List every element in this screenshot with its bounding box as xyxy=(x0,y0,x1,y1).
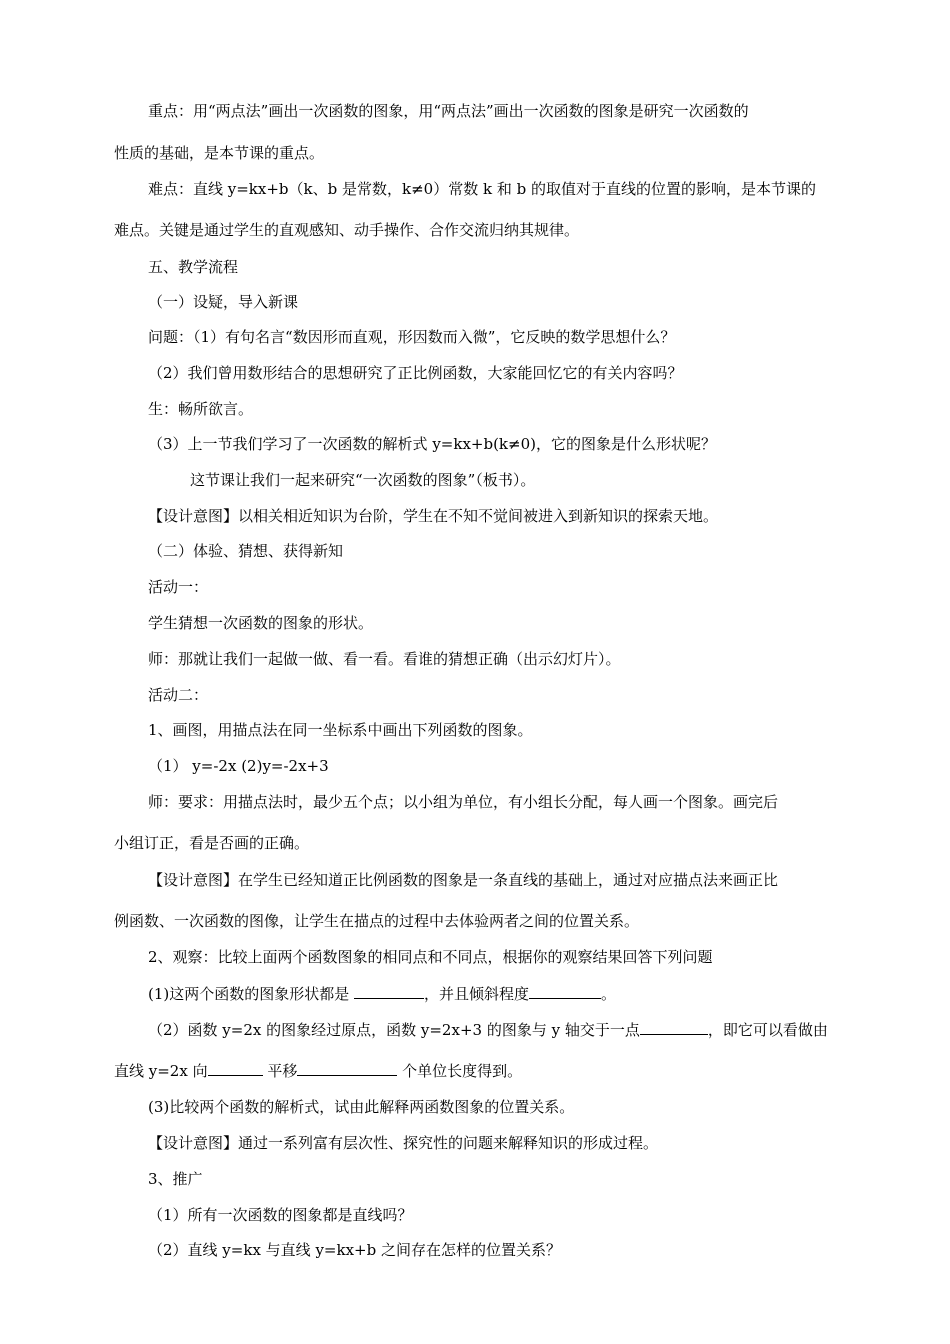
paragraph-key-point: 重点：用“两点法”画出一次函数的图象，用“两点法”画出一次函数的图象是研究一次函数的 xyxy=(148,102,749,120)
paragraph-key-point-cont: 性质的基础，是本节课的重点。 xyxy=(114,144,325,162)
question-2: （2）我们曾用数形结合的思想研究了正比例函数，大家能回忆它的有关内容吗？ xyxy=(148,364,683,382)
fill-question-2-cont-text-a: 直线 y=2x 向 xyxy=(114,1062,208,1080)
paragraph-difficulty-cont: 难点。关键是通过学生的直观感知、动手操作、合作交流归纳其规律。 xyxy=(114,221,580,239)
fill-question-1 xyxy=(148,984,616,1004)
fill-question-3: (3)比较两个函数的解析式，试由此解释两函数图象的位置关系。 xyxy=(148,1098,575,1116)
activity-2-heading: 活动二： xyxy=(148,686,209,704)
generalize-question-2: （2）直线 y=kx 与直线 y=kx+b 之间存在怎样的位置关系？ xyxy=(148,1241,561,1259)
fill-question-1-text-c: 。 xyxy=(601,985,617,1003)
step-3-generalize: 3、推广 xyxy=(148,1170,203,1188)
fill-question-1-text-b: ，并且倾斜程度 xyxy=(424,985,530,1003)
lesson-intro-sentence: 这节课让我们一起来研究“一次函数的图象”（板书）。 xyxy=(190,471,536,489)
functions-list: （1） y=-2x (2)y=-2x+3 xyxy=(148,757,329,775)
design-intent-2-cont: 例函数、一次函数的图像，让学生在描点的过程中去体验两者之间的位置关系。 xyxy=(114,912,640,930)
fill-question-2 xyxy=(148,1020,828,1040)
question-3: （3）上一节我们学习了一次函数的解析式 y=kx+b(k≠0)，它的图象是什么形状呢？ xyxy=(148,435,716,453)
answer-blank[interactable] xyxy=(354,984,424,999)
teacher-instruction-1: 师：那就让我们一起做一做、看一看。看谁的猜想正确（出示幻灯片）。 xyxy=(148,650,621,668)
question-1: 问题：（1）有句名言“数因形而直观，形因数而入微”，它反映的数学思想什么？ xyxy=(148,328,676,346)
subsection-heading-experience: （二）体验、猜想、获得新知 xyxy=(148,542,344,560)
teacher-requirements-cont: 小组订正，看是否画的正确。 xyxy=(114,834,310,852)
design-intent-1: 【设计意图】以相关相近知识为台阶，学生在不知不觉间被进入到新知识的探索天地。 xyxy=(148,507,719,525)
answer-blank[interactable] xyxy=(208,1061,263,1076)
answer-blank[interactable] xyxy=(640,1020,708,1035)
fill-question-2-text-a: （2）函数 y=2x 的图象经过原点，函数 y=2x+3 的图象与 y 轴交于一点 xyxy=(148,1021,640,1039)
step-2-observe: 2、观察：比较上面两个函数图象的相同点和不同点，根据你的观察结果回答下列问题 xyxy=(148,948,713,966)
fill-question-2-cont-text-c: 个单位长度得到。 xyxy=(397,1062,523,1080)
section-heading-teaching-process: 五、教学流程 xyxy=(148,258,239,276)
activity-1-heading: 活动一： xyxy=(148,578,209,596)
paragraph-difficulty: 难点：直线 y=kx+b（k、b 是常数，k≠0）常数 k 和 b 的取值对于直线的位置的影响，是本节课的 xyxy=(148,180,816,198)
teacher-requirements: 师：要求：用描点法时，最少五个点；以小组为单位，有小组长分配，每人画一个图象。画完后 xyxy=(148,793,779,811)
activity-1-text: 学生猜想一次函数的图象的形状。 xyxy=(148,614,374,632)
subsection-heading-intro: （一）设疑，导入新课 xyxy=(148,293,299,311)
generalize-question-1: （1）所有一次函数的图象都是直线吗？ xyxy=(148,1206,413,1224)
design-intent-3: 【设计意图】通过一系列富有层次性、探究性的问题来解释知识的形成过程。 xyxy=(148,1134,659,1152)
fill-question-2-cont xyxy=(114,1061,522,1081)
answer-blank[interactable] xyxy=(297,1061,397,1076)
fill-question-2-cont-text-b: 平移 xyxy=(262,1062,298,1080)
student-response: 生：畅所欲言。 xyxy=(148,400,254,418)
fill-question-2-text-b: ，即它可以看做由 xyxy=(707,1021,828,1039)
fill-question-1-text-a: (1)这两个函数的图象形状都是 xyxy=(148,985,355,1003)
step-1-draw: 1、画图，用描点法在同一坐标系中画出下列函数的图象。 xyxy=(148,721,533,739)
answer-blank[interactable] xyxy=(529,984,601,999)
design-intent-2: 【设计意图】在学生已经知道正比例函数的图象是一条直线的基础上，通过对应描点法来画正比 xyxy=(148,871,779,889)
